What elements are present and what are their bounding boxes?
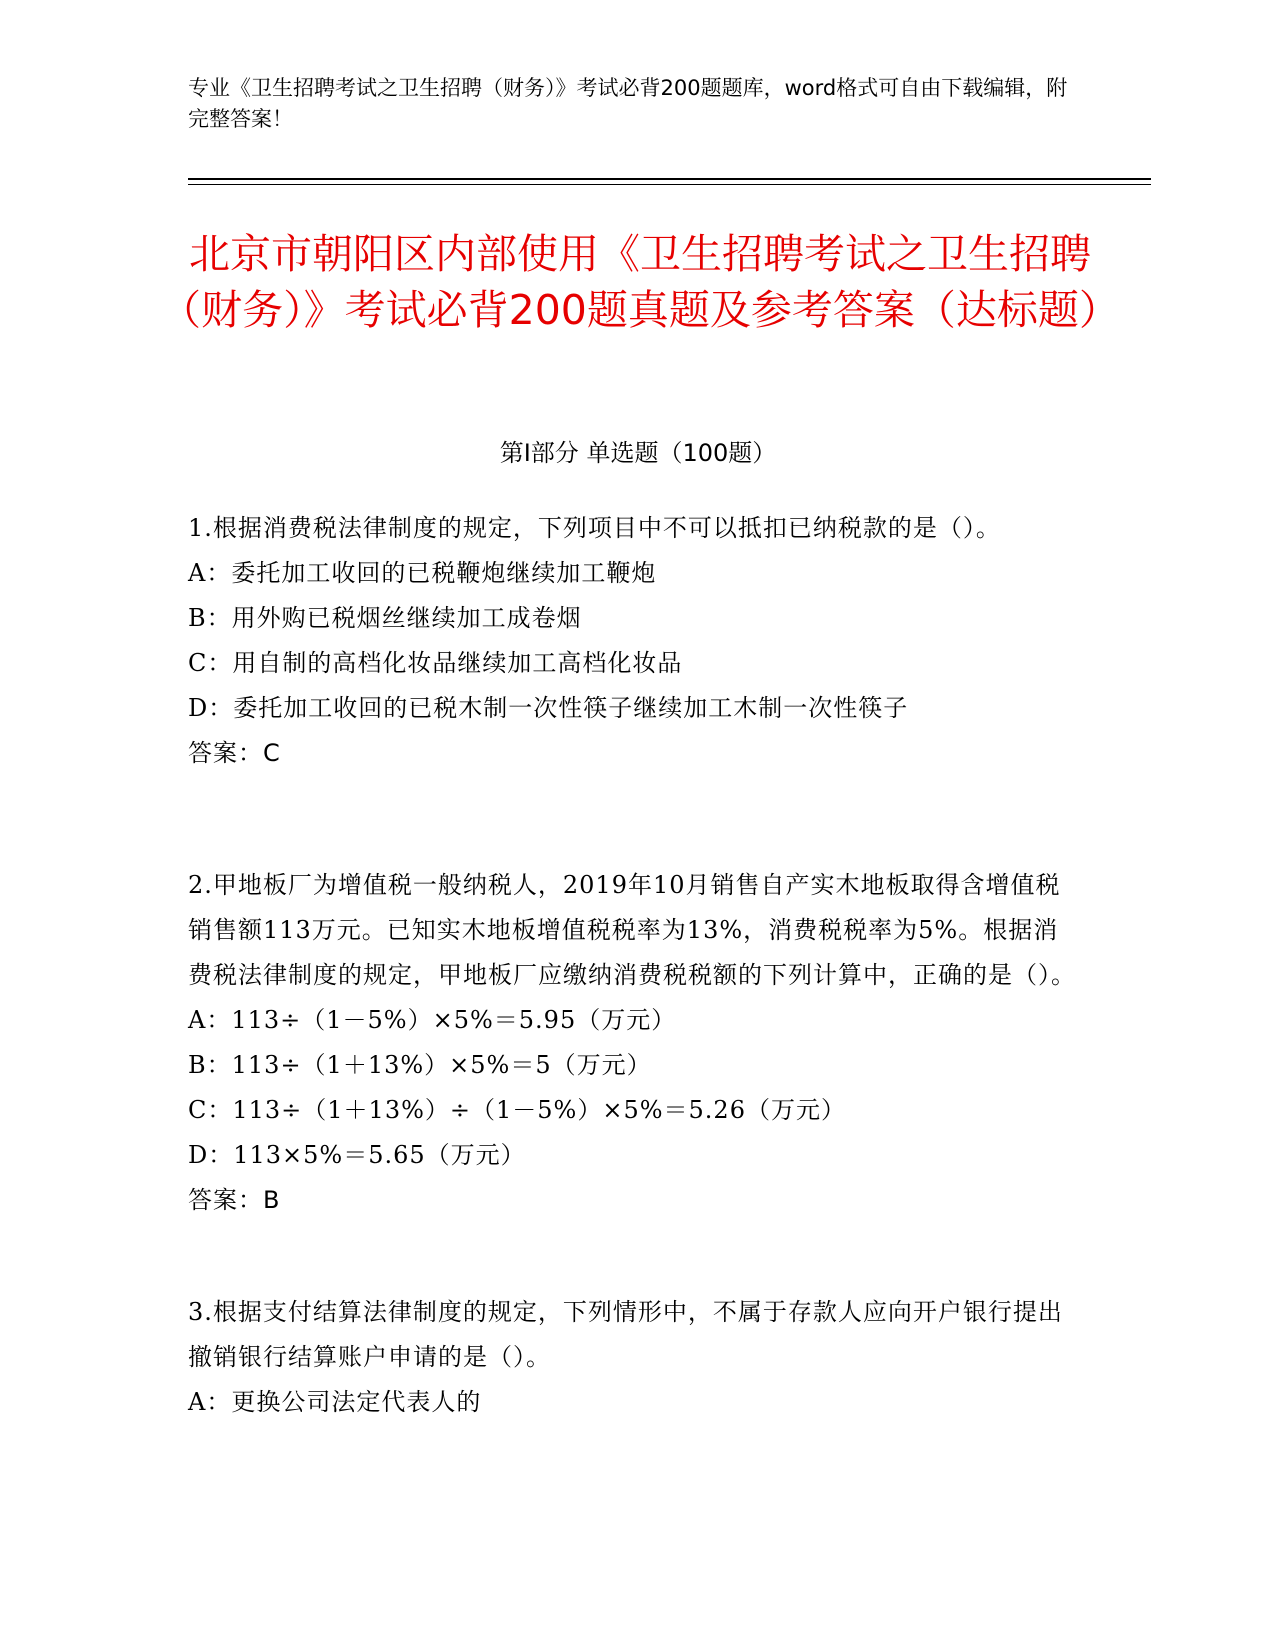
option-b: B：用外购已税烟丝继续加工成卷烟 xyxy=(188,604,582,632)
option-c: C：用自制的高档化妆品继续加工高档化妆品 xyxy=(188,649,683,677)
option-a: A：委托加工收回的已税鞭炮继续加工鞭炮 xyxy=(188,559,657,587)
document-title: 北京市朝阳区内部使用《卫生招聘考试之卫生招聘（财务）》考试必背200题真题及参考答案（达标题） xyxy=(160,230,1120,334)
header-note: 专业《卫生招聘考试之卫生招聘（财务）》考试必背200题题库，word格式可自由下载编辑，附完整答案！ xyxy=(188,76,1068,131)
header-divider-thick xyxy=(188,178,1151,180)
question-2 xyxy=(188,863,1078,1223)
option-b: B：113÷（1＋13%）×5%＝5（万元） xyxy=(188,1051,652,1079)
question-stem: 1.根据消费税法律制度的规定，下列项目中不可以抵扣已纳税款的是（）。 xyxy=(188,514,1001,542)
answer: 答案：C xyxy=(188,739,281,767)
question-stem: 2.甲地板厂为增值税一般纳税人，2019年10月销售自产实木地板取得含增值税销售额113万元。已知实木地板增值税税率为13%，消费税税率为5%。根据消费税法律制度的规定，甲地板厂应缴纳消费税税额的下列计算中，正确的是（）。 xyxy=(188,871,1076,989)
question-3 xyxy=(188,1290,1078,1425)
section-title: 第Ⅰ部分 单选题（100题） xyxy=(499,439,777,467)
option-d: D：委托加工收回的已税木制一次性筷子继续加工木制一次性筷子 xyxy=(188,694,909,722)
question-1 xyxy=(188,506,1078,776)
question-stem: 3.根据支付结算法律制度的规定，下列情形中，不属于存款人应向开户银行提出撤销银行结算账户申请的是（）。 xyxy=(188,1298,1063,1371)
option-c: C：113÷（1＋13%）÷（1－5%）×5%＝5.26（万元） xyxy=(188,1096,846,1124)
option-a: A：更换公司法定代表人的 xyxy=(188,1388,482,1416)
header-divider-thin xyxy=(188,184,1151,185)
option-d: D：113×5%＝5.65（万元） xyxy=(188,1141,526,1169)
answer: 答案：B xyxy=(188,1186,281,1214)
option-a: A：113÷（1－5%）×5%＝5.95（万元） xyxy=(188,1006,677,1034)
